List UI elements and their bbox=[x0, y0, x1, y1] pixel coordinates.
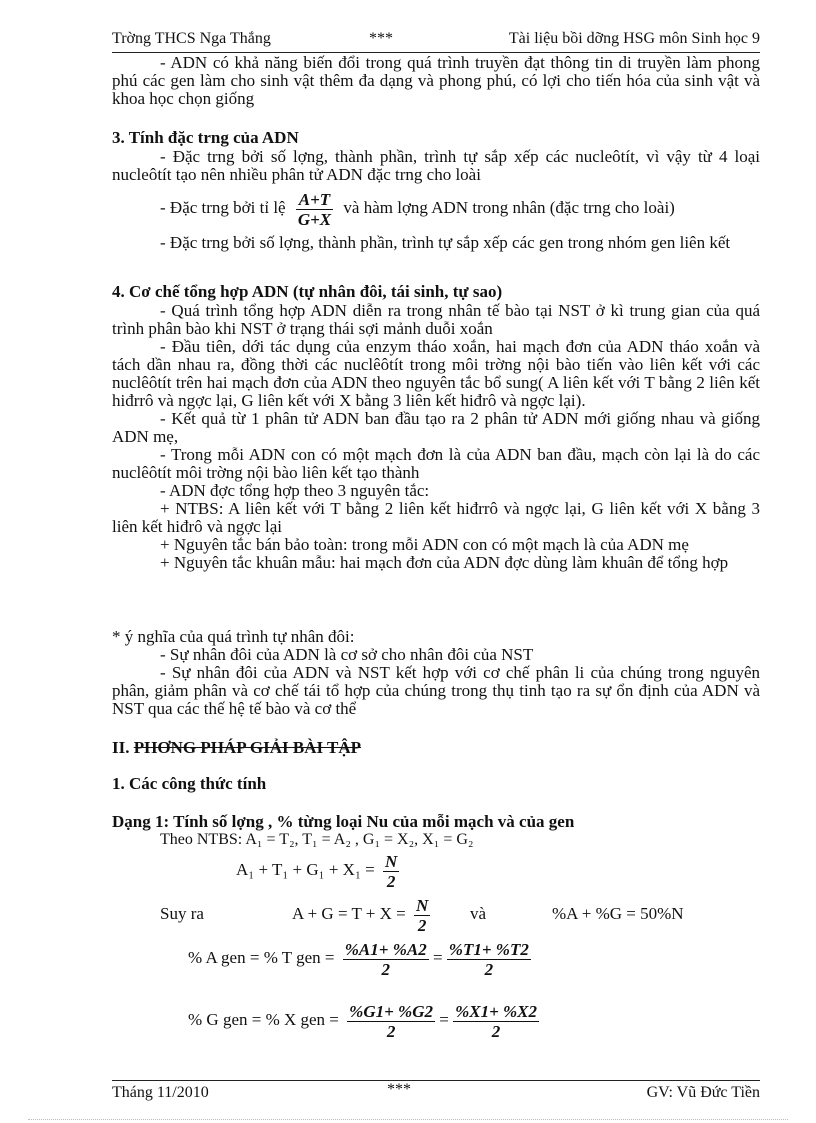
percent-a-den1: 2 bbox=[381, 959, 390, 979]
ag-n: N bbox=[416, 895, 429, 915]
ntbs-equations: Theo NTBS: A₁ = T₂, T₁ = A₂ , G₁ = X₂, X₁ = G₂ bbox=[160, 831, 474, 848]
footer-stars: *** bbox=[387, 1081, 411, 1098]
section-3-p3: - Đặc trng bởi số lợng, thành phần, trình tự sắp xếp các gen trong nhóm gen liên kết bbox=[160, 233, 731, 252]
section-4-p3: - Kết quả từ 1 phân tử ADN ban đầu tạo ra 2 phân tử ADN mới giống nhau và giống ADN mẹ, bbox=[112, 409, 760, 446]
percent-g-num2: %X1+ %X2 bbox=[455, 1001, 538, 1021]
page-header bbox=[112, 30, 760, 53]
dang1-title: Dạng 1: Tính số lợng , % từng loại Nu của mỗi mạch và của gen bbox=[112, 812, 575, 831]
part-2-number: II. bbox=[112, 738, 130, 757]
page-footer bbox=[112, 1080, 760, 1103]
percent-g-num1: %G1+ %G2 bbox=[349, 1001, 433, 1021]
ag-lhs: A + G = T + X = bbox=[292, 904, 406, 923]
section-4 bbox=[112, 282, 760, 572]
percent-a-num1: %A1+ %A2 bbox=[344, 939, 427, 959]
header-school: Trờng THCS Nga Thắng bbox=[112, 30, 271, 47]
formulas-heading: 1. Các công thức tính bbox=[112, 774, 267, 793]
part-2-heading bbox=[112, 738, 361, 758]
ratio-denominator: G+X bbox=[297, 209, 332, 229]
ag-two: 2 bbox=[417, 915, 427, 935]
percent-a-formula bbox=[188, 938, 531, 978]
sum-fraction bbox=[383, 852, 399, 891]
va-label: và bbox=[470, 904, 487, 923]
ratio-numerator: A+T bbox=[296, 190, 333, 210]
section-4-p6: + NTBS: A liên kết với T bằng 2 liên kết hiđrrô và ngợc lại, G liên kết với X bằng 3 liên kết hiđrô và ngợc lại bbox=[112, 499, 760, 536]
section-4-p4: - Trong mỗi ADN con có một mạch đơn là của ADN ban đầu, mạch còn lại là do các nuclêôtít môi trờng nội bào liên kết tạo thành bbox=[112, 445, 760, 482]
meaning-p2: - Sự nhân đôi của ADN và NST kết hợp với cơ chế phân li của chúng trong nguyên phân, giảm phân và cơ chế tái tổ hợp của chúng trong thụ tinh tạo ra sự ổn định của ADN và NST qua các thế hệ tế bào và cơ thể bbox=[112, 663, 760, 718]
header-stars: *** bbox=[369, 30, 393, 47]
footer-teacher: GV: Vũ Đức Tiền bbox=[646, 1084, 760, 1101]
intro-paragraph: - ADN có khả năng biến đổi trong quá trình truyền đạt thông tin di truyền làm phong phú các gen làm cho sinh vật thêm đa dạng và phong phú, có lợi cho tiến hóa của sinh vật và khoa học chọn giống bbox=[112, 53, 760, 108]
section-4-p7: + Nguyên tắc bán bảo toàn: trong mỗi ADN con có một mạch là của ADN mẹ bbox=[160, 535, 689, 554]
ratio-prefix: - Đặc trng bởi tỉ lệ bbox=[160, 198, 286, 217]
percent-g-frac1 bbox=[347, 1002, 435, 1041]
header-title: Tài liệu bồi dỡng HSG môn Sinh học 9 bbox=[508, 30, 760, 47]
section-4-title: 4. Cơ chế tổng hợp ADN (tự nhân đôi, tái sinh, tự sao) bbox=[112, 282, 503, 301]
percent-g-formula bbox=[188, 1000, 539, 1040]
percent-g-frac2 bbox=[453, 1002, 539, 1041]
section-4-p5: - ADN đợc tổng hợp theo 3 nguyên tắc: bbox=[160, 481, 430, 500]
suy-ra-line bbox=[160, 894, 204, 934]
percent-g-den2: 2 bbox=[491, 1021, 501, 1041]
part-2-title: PHƠNG PHÁP GIẢI BÀI TẬP bbox=[133, 738, 362, 757]
percent-ag: %A + %G = 50%N bbox=[552, 904, 684, 923]
suy-ra-label: Suy ra bbox=[160, 904, 204, 923]
percent-g-den1: 2 bbox=[386, 1021, 396, 1041]
sum-formula bbox=[236, 850, 399, 890]
percent-a-den2: 2 bbox=[484, 959, 494, 979]
percent-g-eq: = bbox=[439, 1010, 449, 1029]
footer-date: Tháng 11/2010 bbox=[112, 1084, 209, 1101]
ag-formula bbox=[292, 894, 430, 934]
meaning-p1: - Sự nhân đôi của ADN là cơ sở cho nhân đôi của NST bbox=[160, 645, 534, 664]
meaning-title: * ý nghĩa của quá trình tự nhân đôi: bbox=[112, 627, 355, 646]
page-edge-divider bbox=[28, 1119, 788, 1120]
ratio-suffix: và hàm lợng ADN trong nhân (đặc trng cho loài) bbox=[343, 198, 675, 217]
ag-fraction bbox=[414, 896, 430, 935]
section-3 bbox=[112, 128, 760, 252]
sum-n: N bbox=[384, 851, 398, 871]
percent-a-frac1 bbox=[343, 940, 429, 979]
percent-a-frac2 bbox=[447, 940, 531, 979]
percent-a-num2: %T1+ %T2 bbox=[448, 939, 529, 959]
section-4-p8: + Nguyên tắc khuân mẫu: hai mạch đơn của ADN đợc dùng làm khuân để tổng hợp bbox=[160, 553, 729, 572]
section-3-p1: - Đặc trng bởi số lợng, thành phần, trình tự sắp xếp các nucleôtít, vì vậy từ 4 loại nucleôtít tạo nên nhiều phân tử ADN đặc trng cho loài bbox=[112, 147, 760, 184]
percent-g-lhs: % G gen = % X gen = bbox=[188, 1010, 339, 1029]
section-4-p1: - Quá trình tổng hợp ADN diễn ra trong nhân tế bào tại NST ở kì trung gian của quá trình phân bào khi NST ở trạng thái sợi mảnh duỗi xoắn bbox=[112, 301, 760, 338]
percent-a-eq: = bbox=[432, 948, 443, 967]
section-3-ratio-line bbox=[112, 186, 760, 230]
section-4-p2: - Đầu tiên, dới tác dụng của enzym tháo xoắn, hai mạch đơn của ADN tháo xoắn và tách dần nhau ra, đồng thời các nuclêôtít trong môi trờng nội bào tiến vào liên kết với các nuclêôtít trên hai mạch đơn của ADN theo nguyên tắc bổ sung( A liên kết với T bằng 2 liên kết hiđrrô và ngợc lại, G liên kết với X bằng 3 liên kết hiđrô và ngợc lại). bbox=[112, 337, 760, 410]
sum-lhs: A₁ + T₁ + G₁ + X₁ = bbox=[236, 860, 375, 879]
section-3-title: 3. Tính đặc trng của ADN bbox=[112, 128, 299, 147]
sum-two: 2 bbox=[386, 871, 396, 891]
meaning-section bbox=[112, 628, 760, 718]
percent-a-lhs: % A gen = % T gen = bbox=[188, 948, 335, 967]
ratio-fraction bbox=[296, 190, 333, 229]
intro-block bbox=[112, 54, 760, 108]
